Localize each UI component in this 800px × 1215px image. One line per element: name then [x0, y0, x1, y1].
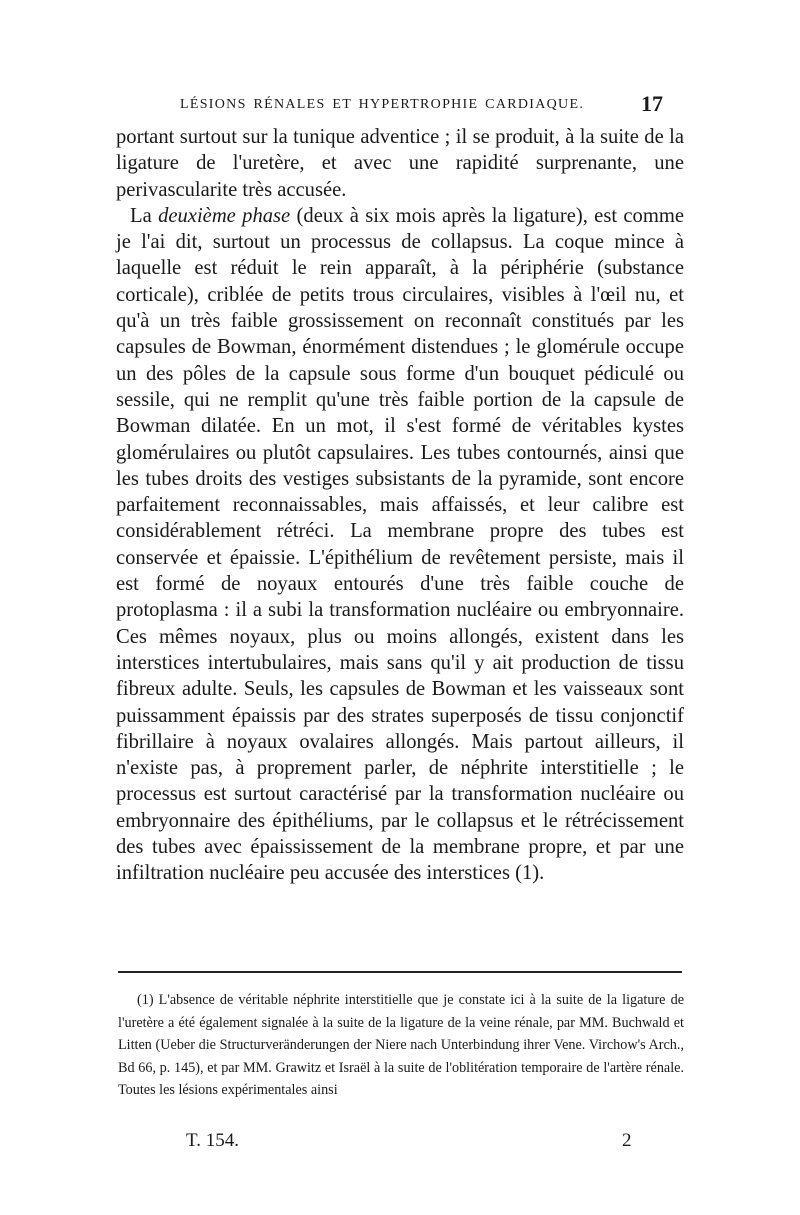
paragraph-1: portant surtout sur la tunique adventice ; il se produit, à la suite de la ligature de l'uretère, et avec une rapidité surprenante, une perivascularite très accusée. [116, 126, 684, 201]
paragraph-2-rest: (deux à six mois après la ligature), est comme je l'ai dit, surtout un processus de collapsus. La coque mince à laquelle est réduit le rein apparaît, à la périphérie (substance corticale), criblée de petits trous circulaires, visibles à l'œil nu, et qu'à un très faible grossissement on reconnaît constitués par les capsules de Bowman, énormément distendues ; le glomérule occupe un des pôles de la capsule sous forme d'un bouquet pédiculé ou sessile, qui ne remplit qu'une très faible portion de la capsule de Bowman dilatée. En un mot, il s'est formé de véritables kystes glomérulaires ou plutôt capsulaires. Les tubes contournés, ainsi que les tubes droits des vestiges subsistants de la pyramide, sont encore parfaitement reconnaissables, mais affaissés, et leur calibre est considérablement rétréci. La membrane propre des tubes est conservée et épaissie. L'épithélium de revêtement persiste, mais il est formé de noyaux entourés d'une très faible couche de protoplasma : il a subi la transformation nucléaire ou embryonnaire. Ces mêmes noyaux, plus ou moins allongés, existent dans les interstices intertubulaires, mais sans qu'il y ait production de tissu fibreux adulte. Seuls, les capsules de Bowman et les vaisseaux sont puissamment épaissis par des strates superposés de tissu conjonctif fibrillaire à noyaux ovalaires allongés. Mais partout ailleurs, il n'existe pas, à proprement parler, de néphrite interstitielle ; le processus est surtout caractérisé par la transformation nucléaire ou embryonnaire des épithéliums, par le collapsus et le rétrécissement des tubes avec épaississement de la membrane propre, et par une infiltration nucléaire peu accusée des interstices (1). [116, 204, 684, 885]
footnote-text: (1) L'absence de véritable néphrite interstitielle que je constate ici à la suite de la ligature de l'uretère a été également signalée à la suite de la ligature de la veine rénale, par MM. Buchwald et Litten (Ueber die Structurveränderungen der Niere nach Unterbindung ihrer Vene. Virchow's Arch., Bd 66, p. 145), et par MM. Grawitz et Israël à la suite de l'oblitération temporaire de l'artère rénale. Toutes les lésions expérimentales ainsi [118, 992, 684, 1098]
signature-line [0, 1130, 800, 1160]
deuxieme-phase-emphasis: deuxième phase [158, 204, 291, 227]
running-title: LÉSIONS RÉNALES ET HYPERTROPHIE CARDIAQUE. [180, 97, 585, 112]
signature-gathering: 2 [622, 1130, 632, 1151]
body-text [116, 124, 684, 887]
running-head [0, 91, 800, 121]
footnote [118, 989, 684, 1102]
page-number: 17 [641, 91, 663, 116]
signature-volume: T. 154. [186, 1130, 239, 1151]
paragraph-2 [116, 203, 684, 887]
footnote-separator [118, 971, 682, 973]
paragraph-2-lead: La [130, 204, 152, 227]
